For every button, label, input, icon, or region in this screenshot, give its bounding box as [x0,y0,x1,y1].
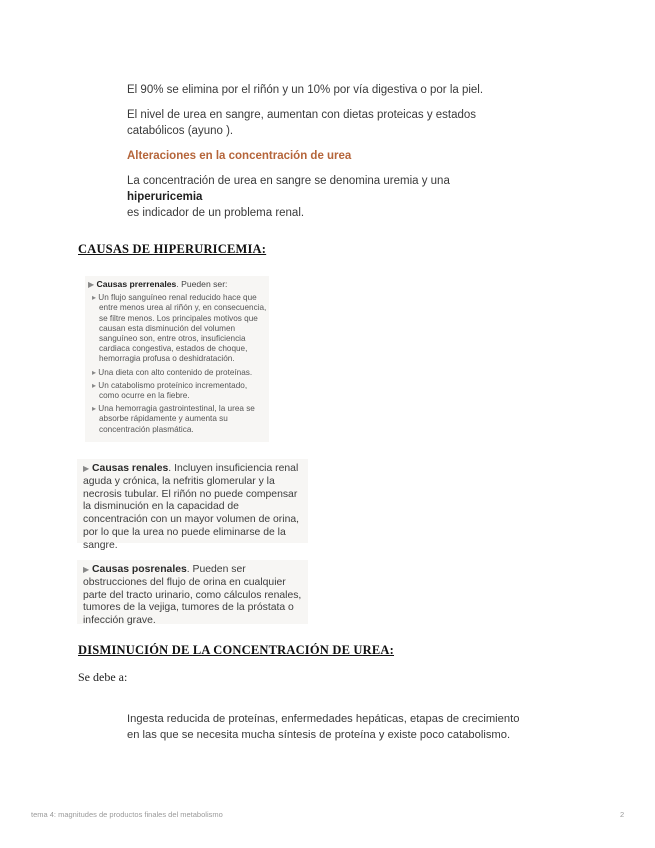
prerrenales-item: ▸ Un catabolismo proteínico incrementado, como ocurre en la fiebre. [92,380,248,401]
prerrenales-lead-rest: . Pueden ser: [176,279,228,289]
disminucion-text: Ingesta reducida de proteínas, enfermedades hepáticas, etapas de crecimiento en las que se necesita mucha síntesis de proteína y existe poco catabolismo. [127,713,520,741]
triangle-bullet-icon: ▸ [92,380,97,390]
page-number: 2 [620,810,625,819]
prerrenales-item: ▸ Una hemorragia gastrointestinal, la urea se absorbe rápidamente y aumenta su concentración plasmática. [92,404,255,434]
footer-text: tema 4: magnitudes de productos finales del metabolismo [31,810,223,819]
alteraciones-heading: Alteraciones en la concentración de urea [127,150,352,162]
renales-text: . Incluyen insuficiencia renal aguda y crónica, la nefritis glomerular y la necrosis tubular. El riñón no puede compensar la disminución en la capacidad de concentración con un mayor volumen de orina, por lo que la urea no puede eliminarse de la sangre. [83,463,300,551]
posrenales-text: . Pueden ser obstrucciones del flujo de orina en cualquier parte del tracto urinario, como cálculos renales, tumores de la vejiga, tumores de la próstata o infección grave. [83,564,302,627]
prerrenales-image-block [85,276,269,442]
prerrenales-lead [88,279,269,290]
posrenales-image-block [77,560,308,627]
renales-image-block [77,459,308,551]
prerrenales-item: ▸ Un flujo sanguíneo renal reducido hace que entre menos urea al riñón y, en consecuencia, se filtre menos. Los principales motivos que causan esta disminución del volumen sanguíneo son, entre otros, insuficiencia cardiaca congestiva, estados de choque, hemorragia profusa o deshidratación. [92,293,267,364]
renal-problem-text: es indicador de un problema renal. [127,207,305,219]
posrenales-title: Causas posrenales [92,564,187,575]
intro-paragraph-1: El 90% se elimina por el riñón y un 10% por vía digestiva o por la piel. [127,84,484,96]
renales-paragraph [83,463,306,553]
disminucion-heading: DISMINUCIÓN DE LA CONCENTRACIÓN DE UREA: [78,643,395,657]
intro-paragraph-3 [127,173,487,221]
triangle-bullet-icon: ▶ [83,565,90,574]
triangle-bullet-icon: ▸ [92,404,97,414]
renales-title: Causas renales [92,463,169,474]
hiperuricemia-term: hiperuricemia [127,191,203,203]
prerrenales-item: ▸ Una dieta con alto contenido de proteínas. [92,367,253,377]
posrenales-paragraph [83,564,306,628]
triangle-bullet-icon: ▶ [83,464,90,473]
causas-heading: CAUSAS DE HIPERURICEMIA: [78,242,267,256]
triangle-bullet-icon: ▸ [92,293,97,303]
uremia-text: La concentración de urea en sangre se denomina uremia y una [127,175,450,187]
disminucion-subtitle: Se debe a: [78,670,128,684]
intro-paragraph-2: El nivel de urea en sangre, aumentan con dietas proteicas y estados catabólicos (ayuno ). [127,109,477,137]
prerrenales-title: Causas prerrenales [96,279,177,289]
intro-section [127,82,487,221]
triangle-bullet-icon: ▶ [88,280,95,289]
triangle-bullet-icon: ▸ [92,367,97,377]
